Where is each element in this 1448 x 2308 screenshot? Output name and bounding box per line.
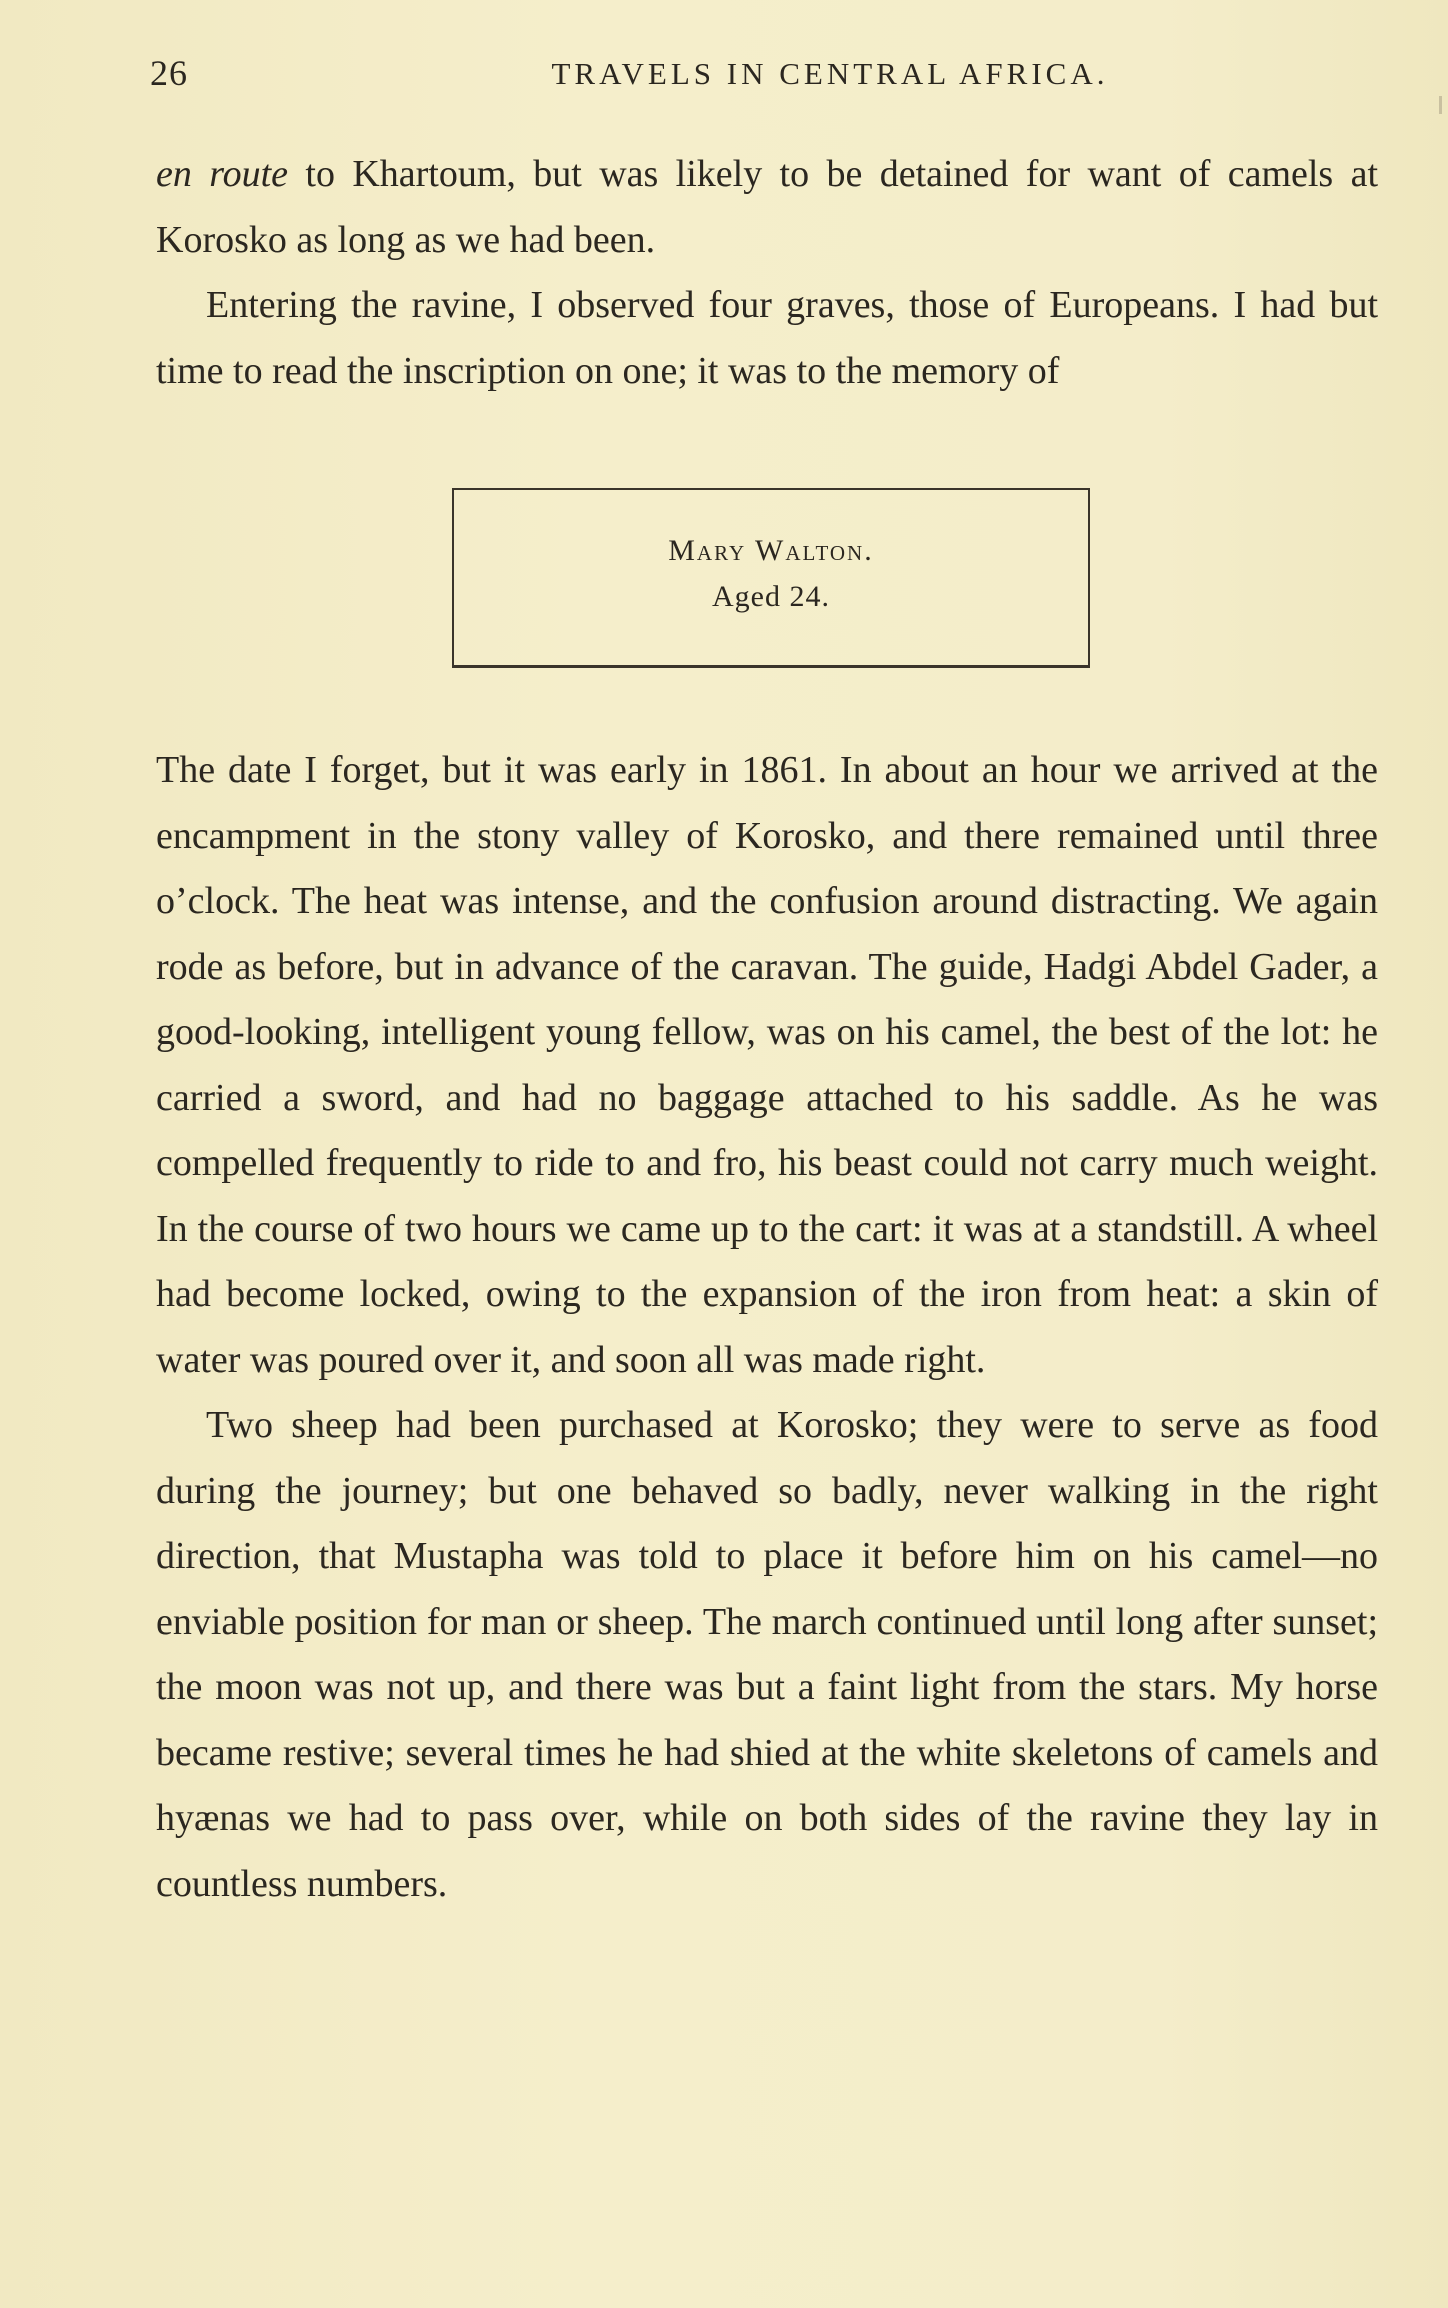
inscription-name: Mary Walton. xyxy=(668,534,874,567)
italic-phrase: en route xyxy=(156,153,289,195)
page-number: 26 xyxy=(150,53,188,93)
paragraph-continuation xyxy=(156,142,1378,273)
paragraph-sheep: Two sheep had been purchased at Korosko; they were to serve as food during the journey; but one behaved so badly, never walking in the right direction, that Mustapha was told to place it before him on his camel—no enviable position for man or sheep. The march continued until long after sunset; the moon was not up, and there was but a faint light from the stars. My horse became restive; several times he had shied at the white skeletons of camels and hyænas we had to pass over, while on both sides of the ravine they lay in countless numbers. xyxy=(156,1404,1378,1905)
page-edge-mark xyxy=(1439,96,1442,114)
text-block-bottom xyxy=(156,738,1378,1917)
inscription-age: Aged 24. xyxy=(712,580,830,613)
grave-inscription xyxy=(452,488,1090,668)
running-head xyxy=(150,52,1390,102)
paragraph-continuation-text: to Khartoum, but was likely to be detained for want of camels at Korosko as long as we had been. xyxy=(156,153,1378,261)
text-block-top xyxy=(156,142,1378,404)
paragraph-graves: Entering the ravine, I observed four graves, those of Europeans. I had but time to read the inscription on one; it was to the memory of xyxy=(156,284,1378,392)
running-title: TRAVELS IN CENTRAL AFRICA. xyxy=(551,56,1109,91)
paragraph-encampment: The date I forget, but it was early in 1861. In about an hour we arrived at the encampment in the stony valley of Korosko, and there remained until three o’clock. The heat was intense, and the confusion around distracting. We again rode as before, but in advance of the caravan. The guide, Hadgi Abdel Gader, a good-looking, intelligent young fellow, was on his camel, the best of the lot: he carried a sword, and had no baggage attached to his saddle. As he was compelled frequently to ride to and fro, his beast could not carry much weight. In the course of two hours we came up to the cart: it was at a standstill. A wheel had become locked, owing to the expansion of the iron from heat: a skin of water was poured over it, and soon all was made right. xyxy=(156,749,1378,1381)
